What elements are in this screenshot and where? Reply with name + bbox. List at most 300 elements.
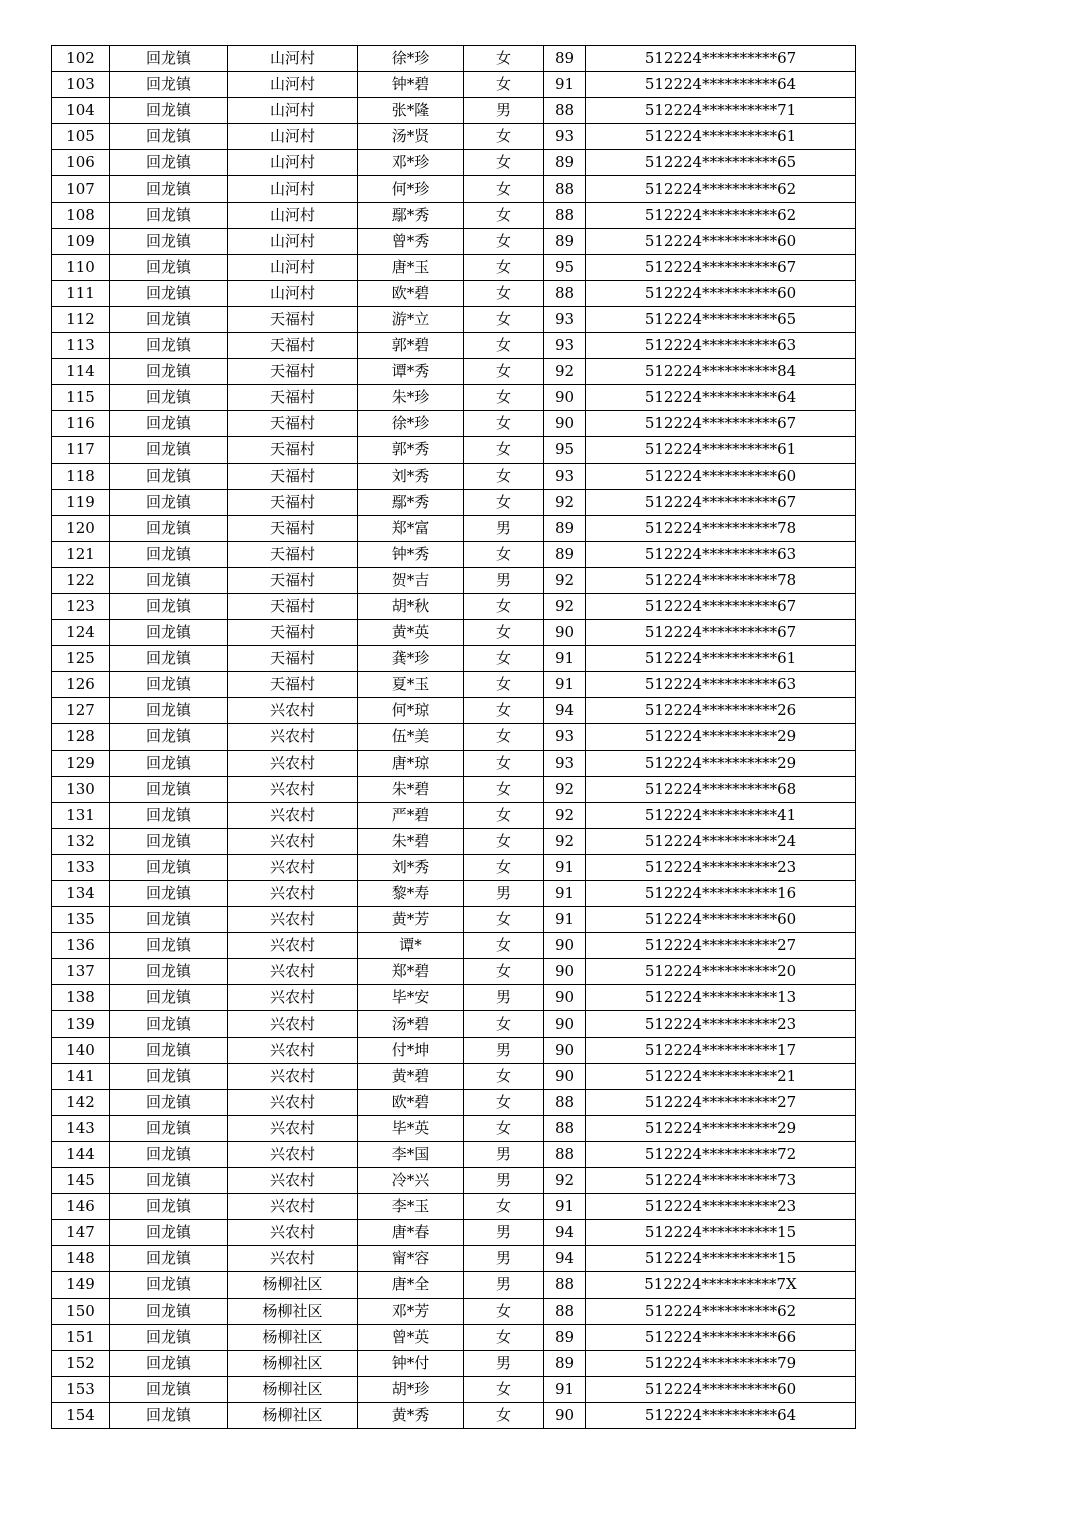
gender-cell: 女 (464, 724, 544, 750)
age-cell: 91 (544, 672, 586, 698)
village-cell: 山河村 (228, 46, 358, 72)
table-row (52, 463, 856, 489)
table-row (52, 828, 856, 854)
row-number-cell: 140 (52, 1037, 110, 1063)
row-number-cell: 109 (52, 228, 110, 254)
gender-cell: 女 (464, 176, 544, 202)
gender-cell: 女 (464, 1115, 544, 1141)
row-number-cell: 125 (52, 646, 110, 672)
town-cell: 回龙镇 (110, 907, 228, 933)
age-cell: 90 (544, 385, 586, 411)
age-cell: 90 (544, 959, 586, 985)
age-cell: 92 (544, 489, 586, 515)
name-cell: 何*珍 (358, 176, 464, 202)
row-number-cell: 133 (52, 854, 110, 880)
table-row (52, 437, 856, 463)
village-cell: 天福村 (228, 437, 358, 463)
gender-cell: 女 (464, 541, 544, 567)
village-cell: 兴农村 (228, 802, 358, 828)
village-cell: 兴农村 (228, 1089, 358, 1115)
town-cell: 回龙镇 (110, 176, 228, 202)
village-cell: 天福村 (228, 620, 358, 646)
name-cell: 郭*秀 (358, 437, 464, 463)
town-cell: 回龙镇 (110, 541, 228, 567)
table-body (52, 46, 856, 1429)
name-cell: 严*碧 (358, 802, 464, 828)
town-cell: 回龙镇 (110, 1141, 228, 1167)
table-row (52, 802, 856, 828)
age-cell: 89 (544, 1324, 586, 1350)
town-cell: 回龙镇 (110, 463, 228, 489)
age-cell: 93 (544, 306, 586, 332)
age-cell: 90 (544, 1037, 586, 1063)
name-cell: 欧*碧 (358, 1089, 464, 1115)
row-number-cell: 112 (52, 306, 110, 332)
table-row (52, 333, 856, 359)
age-cell: 93 (544, 124, 586, 150)
town-cell: 回龙镇 (110, 802, 228, 828)
table-row (52, 985, 856, 1011)
name-cell: 黄*秀 (358, 1402, 464, 1428)
id-number-cell: 512224**********60 (586, 463, 856, 489)
town-cell: 回龙镇 (110, 1272, 228, 1298)
age-cell: 91 (544, 646, 586, 672)
village-cell: 杨柳社区 (228, 1402, 358, 1428)
row-number-cell: 132 (52, 828, 110, 854)
row-number-cell: 116 (52, 411, 110, 437)
village-cell: 兴农村 (228, 959, 358, 985)
gender-cell: 女 (464, 593, 544, 619)
town-cell: 回龙镇 (110, 1376, 228, 1402)
table-row (52, 959, 856, 985)
village-cell: 山河村 (228, 254, 358, 280)
id-number-cell: 512224**********79 (586, 1350, 856, 1376)
gender-cell: 男 (464, 98, 544, 124)
gender-cell: 男 (464, 567, 544, 593)
id-number-cell: 512224**********60 (586, 907, 856, 933)
village-cell: 兴农村 (228, 1037, 358, 1063)
id-number-cell: 512224**********67 (586, 620, 856, 646)
row-number-cell: 139 (52, 1011, 110, 1037)
id-number-cell: 512224**********65 (586, 306, 856, 332)
age-cell: 91 (544, 881, 586, 907)
table-row (52, 593, 856, 619)
village-cell: 天福村 (228, 567, 358, 593)
table-row (52, 1402, 856, 1428)
town-cell: 回龙镇 (110, 1246, 228, 1272)
gender-cell: 女 (464, 385, 544, 411)
town-cell: 回龙镇 (110, 1220, 228, 1246)
id-number-cell: 512224**********72 (586, 1141, 856, 1167)
town-cell: 回龙镇 (110, 1011, 228, 1037)
id-number-cell: 512224**********23 (586, 1194, 856, 1220)
id-number-cell: 512224**********41 (586, 802, 856, 828)
id-number-cell: 512224**********65 (586, 150, 856, 176)
row-number-cell: 143 (52, 1115, 110, 1141)
name-cell: 钟*秀 (358, 541, 464, 567)
village-cell: 天福村 (228, 306, 358, 332)
id-number-cell: 512224**********15 (586, 1246, 856, 1272)
village-cell: 兴农村 (228, 724, 358, 750)
gender-cell: 女 (464, 72, 544, 98)
name-cell: 谭* (358, 933, 464, 959)
name-cell: 郭*碧 (358, 333, 464, 359)
village-cell: 天福村 (228, 646, 358, 672)
name-cell: 黄*芳 (358, 907, 464, 933)
age-cell: 90 (544, 933, 586, 959)
table-row (52, 1168, 856, 1194)
name-cell: 曾*英 (358, 1324, 464, 1350)
row-number-cell: 121 (52, 541, 110, 567)
age-cell: 89 (544, 228, 586, 254)
id-number-cell: 512224**********13 (586, 985, 856, 1011)
age-cell: 90 (544, 411, 586, 437)
gender-cell: 女 (464, 1376, 544, 1402)
name-cell: 汤*碧 (358, 1011, 464, 1037)
row-number-cell: 115 (52, 385, 110, 411)
row-number-cell: 113 (52, 333, 110, 359)
village-cell: 兴农村 (228, 1220, 358, 1246)
name-cell: 唐*琼 (358, 750, 464, 776)
name-cell: 唐*全 (358, 1272, 464, 1298)
gender-cell: 男 (464, 1220, 544, 1246)
age-cell: 94 (544, 1246, 586, 1272)
village-cell: 兴农村 (228, 698, 358, 724)
gender-cell: 女 (464, 411, 544, 437)
gender-cell: 男 (464, 881, 544, 907)
name-cell: 何*琼 (358, 698, 464, 724)
gender-cell: 女 (464, 1089, 544, 1115)
name-cell: 贺*吉 (358, 567, 464, 593)
gender-cell: 男 (464, 1037, 544, 1063)
gender-cell: 女 (464, 254, 544, 280)
gender-cell: 女 (464, 1194, 544, 1220)
table-row (52, 672, 856, 698)
name-cell: 李*国 (358, 1141, 464, 1167)
table-row (52, 1194, 856, 1220)
town-cell: 回龙镇 (110, 306, 228, 332)
gender-cell: 女 (464, 333, 544, 359)
age-cell: 88 (544, 1272, 586, 1298)
row-number-cell: 120 (52, 515, 110, 541)
table-row (52, 646, 856, 672)
row-number-cell: 136 (52, 933, 110, 959)
name-cell: 鄢*秀 (358, 202, 464, 228)
age-cell: 89 (544, 515, 586, 541)
row-number-cell: 130 (52, 776, 110, 802)
row-number-cell: 146 (52, 1194, 110, 1220)
table-row (52, 1063, 856, 1089)
town-cell: 回龙镇 (110, 1350, 228, 1376)
table-row (52, 1037, 856, 1063)
name-cell: 谭*秀 (358, 359, 464, 385)
id-number-cell: 512224**********64 (586, 385, 856, 411)
row-number-cell: 106 (52, 150, 110, 176)
gender-cell: 女 (464, 1298, 544, 1324)
row-number-cell: 107 (52, 176, 110, 202)
town-cell: 回龙镇 (110, 228, 228, 254)
id-number-cell: 512224**********26 (586, 698, 856, 724)
id-number-cell: 512224**********68 (586, 776, 856, 802)
name-cell: 黎*寿 (358, 881, 464, 907)
id-number-cell: 512224**********61 (586, 437, 856, 463)
row-number-cell: 110 (52, 254, 110, 280)
town-cell: 回龙镇 (110, 828, 228, 854)
name-cell: 邓*芳 (358, 1298, 464, 1324)
town-cell: 回龙镇 (110, 593, 228, 619)
id-number-cell: 512224**********84 (586, 359, 856, 385)
id-number-cell: 512224**********24 (586, 828, 856, 854)
name-cell: 毕*安 (358, 985, 464, 1011)
table-row (52, 567, 856, 593)
age-cell: 88 (544, 202, 586, 228)
gender-cell: 女 (464, 1324, 544, 1350)
age-cell: 95 (544, 254, 586, 280)
data-table-container (51, 45, 856, 1429)
village-cell: 杨柳社区 (228, 1350, 358, 1376)
village-cell: 天福村 (228, 411, 358, 437)
age-cell: 94 (544, 1220, 586, 1246)
table-row (52, 176, 856, 202)
gender-cell: 女 (464, 620, 544, 646)
age-cell: 90 (544, 985, 586, 1011)
town-cell: 回龙镇 (110, 959, 228, 985)
row-number-cell: 129 (52, 750, 110, 776)
gender-cell: 男 (464, 1350, 544, 1376)
village-cell: 天福村 (228, 333, 358, 359)
row-number-cell: 119 (52, 489, 110, 515)
town-cell: 回龙镇 (110, 1168, 228, 1194)
table-row (52, 1246, 856, 1272)
table-row (52, 907, 856, 933)
village-cell: 山河村 (228, 280, 358, 306)
age-cell: 91 (544, 72, 586, 98)
id-number-cell: 512224**********67 (586, 46, 856, 72)
age-cell: 93 (544, 750, 586, 776)
table-row (52, 724, 856, 750)
table-row (52, 1350, 856, 1376)
town-cell: 回龙镇 (110, 489, 228, 515)
town-cell: 回龙镇 (110, 202, 228, 228)
age-cell: 92 (544, 776, 586, 802)
age-cell: 92 (544, 593, 586, 619)
town-cell: 回龙镇 (110, 359, 228, 385)
table-row (52, 620, 856, 646)
table-row (52, 1115, 856, 1141)
table-row (52, 254, 856, 280)
town-cell: 回龙镇 (110, 698, 228, 724)
id-number-cell: 512224**********20 (586, 959, 856, 985)
gender-cell: 男 (464, 985, 544, 1011)
row-number-cell: 150 (52, 1298, 110, 1324)
id-number-cell: 512224**********71 (586, 98, 856, 124)
table-row (52, 385, 856, 411)
age-cell: 89 (544, 150, 586, 176)
village-cell: 兴农村 (228, 881, 358, 907)
table-row (52, 698, 856, 724)
row-number-cell: 114 (52, 359, 110, 385)
table-row (52, 98, 856, 124)
village-cell: 兴农村 (228, 1063, 358, 1089)
town-cell: 回龙镇 (110, 724, 228, 750)
gender-cell: 女 (464, 776, 544, 802)
table-row (52, 124, 856, 150)
village-cell: 兴农村 (228, 933, 358, 959)
gender-cell: 女 (464, 437, 544, 463)
row-number-cell: 104 (52, 98, 110, 124)
age-cell: 91 (544, 1194, 586, 1220)
village-cell: 兴农村 (228, 1011, 358, 1037)
town-cell: 回龙镇 (110, 515, 228, 541)
id-number-cell: 512224**********27 (586, 933, 856, 959)
town-cell: 回龙镇 (110, 1324, 228, 1350)
gender-cell: 女 (464, 1063, 544, 1089)
age-cell: 90 (544, 1063, 586, 1089)
gender-cell: 女 (464, 802, 544, 828)
table-row (52, 750, 856, 776)
row-number-cell: 138 (52, 985, 110, 1011)
village-cell: 山河村 (228, 72, 358, 98)
row-number-cell: 144 (52, 1141, 110, 1167)
id-number-cell: 512224**********64 (586, 72, 856, 98)
name-cell: 夏*玉 (358, 672, 464, 698)
gender-cell: 女 (464, 124, 544, 150)
table-row (52, 541, 856, 567)
name-cell: 伍*美 (358, 724, 464, 750)
id-number-cell: 512224**********21 (586, 1063, 856, 1089)
id-number-cell: 512224**********16 (586, 881, 856, 907)
table-row (52, 306, 856, 332)
table-row (52, 228, 856, 254)
name-cell: 黄*碧 (358, 1063, 464, 1089)
table-row (52, 489, 856, 515)
village-cell: 山河村 (228, 150, 358, 176)
village-cell: 天福村 (228, 385, 358, 411)
town-cell: 回龙镇 (110, 1402, 228, 1428)
age-cell: 88 (544, 98, 586, 124)
age-cell: 90 (544, 620, 586, 646)
gender-cell: 女 (464, 907, 544, 933)
town-cell: 回龙镇 (110, 567, 228, 593)
id-number-cell: 512224**********23 (586, 1011, 856, 1037)
name-cell: 钟*付 (358, 1350, 464, 1376)
age-cell: 93 (544, 333, 586, 359)
age-cell: 90 (544, 1402, 586, 1428)
row-number-cell: 153 (52, 1376, 110, 1402)
town-cell: 回龙镇 (110, 150, 228, 176)
village-cell: 天福村 (228, 463, 358, 489)
id-number-cell: 512224**********73 (586, 1168, 856, 1194)
village-cell: 兴农村 (228, 1168, 358, 1194)
table-row (52, 515, 856, 541)
row-number-cell: 134 (52, 881, 110, 907)
table-row (52, 1324, 856, 1350)
age-cell: 93 (544, 463, 586, 489)
gender-cell: 男 (464, 515, 544, 541)
age-cell: 89 (544, 1350, 586, 1376)
name-cell: 邓*珍 (358, 150, 464, 176)
table-row (52, 411, 856, 437)
row-number-cell: 126 (52, 672, 110, 698)
id-number-cell: 512224**********29 (586, 724, 856, 750)
row-number-cell: 152 (52, 1350, 110, 1376)
table-row (52, 150, 856, 176)
gender-cell: 女 (464, 959, 544, 985)
name-cell: 龚*珍 (358, 646, 464, 672)
id-number-cell: 512224**********67 (586, 411, 856, 437)
row-number-cell: 123 (52, 593, 110, 619)
row-number-cell: 111 (52, 280, 110, 306)
id-number-cell: 512224**********66 (586, 1324, 856, 1350)
name-cell: 胡*秋 (358, 593, 464, 619)
age-cell: 93 (544, 724, 586, 750)
name-cell: 曾*秀 (358, 228, 464, 254)
village-cell: 山河村 (228, 228, 358, 254)
table-row (52, 1376, 856, 1402)
town-cell: 回龙镇 (110, 1063, 228, 1089)
village-cell: 兴农村 (228, 1141, 358, 1167)
id-number-cell: 512224**********62 (586, 1298, 856, 1324)
name-cell: 朱*碧 (358, 828, 464, 854)
name-cell: 欧*碧 (358, 280, 464, 306)
village-cell: 山河村 (228, 124, 358, 150)
village-cell: 兴农村 (228, 985, 358, 1011)
id-number-cell: 512224**********60 (586, 280, 856, 306)
row-number-cell: 105 (52, 124, 110, 150)
row-number-cell: 108 (52, 202, 110, 228)
name-cell: 徐*珍 (358, 411, 464, 437)
town-cell: 回龙镇 (110, 1298, 228, 1324)
name-cell: 毕*英 (358, 1115, 464, 1141)
row-number-cell: 118 (52, 463, 110, 489)
row-number-cell: 102 (52, 46, 110, 72)
village-cell: 兴农村 (228, 828, 358, 854)
gender-cell: 女 (464, 933, 544, 959)
village-cell: 兴农村 (228, 907, 358, 933)
gender-cell: 女 (464, 646, 544, 672)
row-number-cell: 149 (52, 1272, 110, 1298)
id-number-cell: 512224**********15 (586, 1220, 856, 1246)
table-row (52, 776, 856, 802)
name-cell: 郑*富 (358, 515, 464, 541)
id-number-cell: 512224**********62 (586, 176, 856, 202)
village-cell: 兴农村 (228, 1115, 358, 1141)
town-cell: 回龙镇 (110, 385, 228, 411)
gender-cell: 女 (464, 672, 544, 698)
gender-cell: 女 (464, 280, 544, 306)
town-cell: 回龙镇 (110, 672, 228, 698)
gender-cell: 女 (464, 828, 544, 854)
town-cell: 回龙镇 (110, 750, 228, 776)
name-cell: 黄*英 (358, 620, 464, 646)
name-cell: 唐*玉 (358, 254, 464, 280)
village-cell: 天福村 (228, 515, 358, 541)
age-cell: 90 (544, 1011, 586, 1037)
id-number-cell: 512224**********64 (586, 1402, 856, 1428)
age-cell: 94 (544, 698, 586, 724)
id-number-cell: 512224**********78 (586, 515, 856, 541)
village-cell: 山河村 (228, 98, 358, 124)
name-cell: 甯*容 (358, 1246, 464, 1272)
village-cell: 杨柳社区 (228, 1272, 358, 1298)
village-cell: 兴农村 (228, 854, 358, 880)
gender-cell: 男 (464, 1141, 544, 1167)
age-cell: 92 (544, 1168, 586, 1194)
age-cell: 88 (544, 176, 586, 202)
table-row (52, 1298, 856, 1324)
age-cell: 92 (544, 828, 586, 854)
town-cell: 回龙镇 (110, 776, 228, 802)
